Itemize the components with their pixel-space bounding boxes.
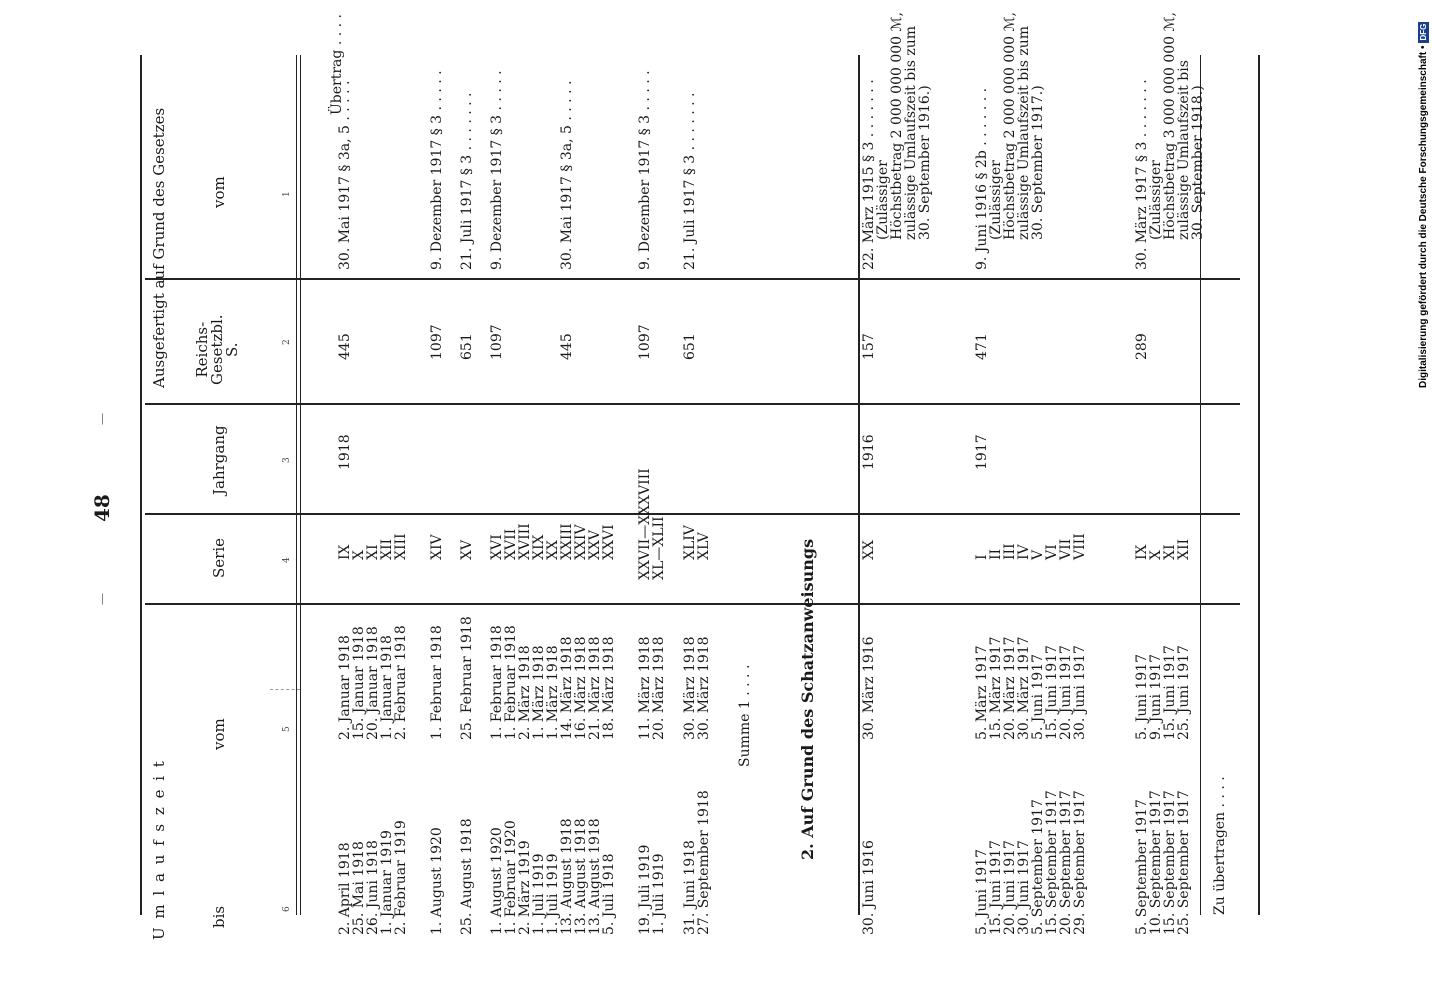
s1-vom-4-3: 18. März 1918 bbox=[601, 636, 617, 740]
summe-label: Summe 1 . . . . bbox=[737, 664, 753, 767]
table-bottom-rule bbox=[1258, 55, 1260, 915]
s2-law-2-2: Höchstbetrag 3 000 000 000 ℳ, bbox=[1162, 12, 1178, 240]
dfg-text: Digitalisierung gefördert durch die Deutsche Forschungsgemeinschaft • bbox=[1418, 45, 1429, 388]
s1-serie-2-0: XV bbox=[459, 539, 475, 560]
s2-vom-2-0: 5. Juni 1917 bbox=[1134, 653, 1150, 740]
s2-vom-1-4: 5. Juni 1917 bbox=[1030, 653, 1046, 740]
s1-vom-4-1: 16. März 1918 bbox=[573, 636, 589, 740]
s1-bis-4-0: 13. August 1918 bbox=[559, 818, 575, 935]
s1-serie-5-0: XXVII—XXXVIII bbox=[637, 468, 653, 580]
s1-serie-3-2: XVIII bbox=[517, 523, 533, 560]
s1-law-5: 9. Dezember 1917 § 3 . . . . . bbox=[637, 70, 653, 270]
s2-bis-2-3: 25. September 1917 bbox=[1176, 790, 1192, 935]
s2-serie-1-4: V bbox=[1030, 549, 1046, 560]
s2-bis-1-2: 20. Juni 1917 bbox=[1002, 840, 1018, 935]
s1-vom-6-0: 30. März 1918 bbox=[682, 636, 698, 740]
header-num-6: 6 bbox=[282, 906, 292, 912]
s1-serie-3-4: XX bbox=[545, 540, 561, 560]
s1-vom-0-3: 1. Januar 1918 bbox=[379, 635, 395, 740]
s1-serie-4-3: XXVI bbox=[601, 524, 617, 560]
s1-serie-6-1: XLV bbox=[696, 532, 712, 560]
s1-law-4: 30. Mai 1917 § 3a, 5 . . . . . bbox=[559, 80, 575, 270]
s1-bis-0-1: 25. Mai 1918 bbox=[351, 841, 367, 935]
s1-vom-0-0: 2. Januar 1918 bbox=[337, 635, 353, 740]
s2-serie-2-1: X bbox=[1148, 550, 1164, 560]
s2-bis-1-4: 5. September 1917 bbox=[1030, 799, 1046, 935]
s2-law-1-1: (Zulässiger bbox=[988, 160, 1004, 240]
s2-law-0-1: (Zulässiger bbox=[875, 160, 891, 240]
s2-vom-1-7: 30. Juni 1917 bbox=[1072, 645, 1088, 740]
s1-serie-3-1: XVII bbox=[503, 528, 519, 560]
s1-bis-3-4: 1. Juli 1919 bbox=[545, 853, 561, 935]
s1-vom-3-3: 1. März 1918 bbox=[531, 645, 547, 740]
s2-rgbl-2: 289 bbox=[1134, 333, 1150, 360]
s1-law-3: 9. Dezember 1917 § 3 . . . . . bbox=[489, 70, 505, 270]
s2-serie-1-0: I bbox=[974, 554, 990, 560]
s1-serie-5-1: XL—XLII bbox=[651, 516, 667, 580]
s2-serie-1-1: II bbox=[988, 548, 1004, 560]
s2-jahr-1: 1917 bbox=[974, 434, 990, 470]
s2-serie-2-3: XII bbox=[1176, 538, 1192, 560]
s1-serie-1-0: XIV bbox=[429, 534, 445, 560]
s2-law-0-4: 30. September 1916.) bbox=[917, 85, 933, 240]
page-number: 48 bbox=[90, 494, 114, 522]
s1-bis-2-0: 25. August 1918 bbox=[459, 818, 475, 935]
header-col4-serie: Serie bbox=[210, 538, 228, 578]
s2-law-0-0: 22. März 1915 § 3 . . . . . . . bbox=[861, 79, 877, 270]
s1-vom-5-0: 11. März 1918 bbox=[637, 636, 653, 740]
column-rule-45 bbox=[145, 603, 1240, 605]
dfg-credit bbox=[1418, 0, 1434, 388]
s1-vom-0-4: 2. Februar 1918 bbox=[393, 625, 409, 740]
s1-rgbl-5: 1097 bbox=[637, 324, 653, 360]
s1-bis-3-2: 2. März 1919 bbox=[517, 840, 533, 935]
s2-serie-1-7: VIII bbox=[1072, 533, 1088, 560]
s1-bis-3-3: 1. Juli 1919 bbox=[531, 853, 547, 935]
s2-jahr-0: 1916 bbox=[861, 434, 877, 470]
s1-vom-3-1: 1. Februar 1918 bbox=[503, 625, 519, 740]
s1-vom-1-0: 1. Februar 1918 bbox=[429, 625, 445, 740]
s2-serie-1-3: IV bbox=[1016, 544, 1032, 560]
s1-bis-0-2: 26. Juni 1918 bbox=[365, 840, 381, 935]
s1-law-2: 21. Juli 1917 § 3 . . . . . . . bbox=[459, 92, 475, 270]
s1-vom-0-1: 15. Januar 1918 bbox=[351, 626, 367, 740]
header-num-1: 1 bbox=[282, 191, 292, 197]
s2-bis-1-0: 5. Juni 1917 bbox=[974, 848, 990, 935]
s2-law-0-3: zulässige Umlaufszeit bis zum bbox=[903, 26, 919, 240]
s1-vom-3-0: 1. Februar 1918 bbox=[489, 625, 505, 740]
column-rule-56 bbox=[270, 689, 300, 690]
uebertrag-label: Übertrag . . . . bbox=[329, 14, 345, 115]
s1-serie-0-2: XI bbox=[365, 544, 381, 560]
s1-bis-4-1: 13. August 1918 bbox=[573, 818, 589, 935]
s2-bis-2-2: 15. September 1917 bbox=[1162, 790, 1178, 935]
header-num-3: 3 bbox=[282, 457, 292, 463]
s1-law-1: 9. Dezember 1917 § 3 . . . . . bbox=[429, 70, 445, 270]
s2-bis-2-1: 10. September 1917 bbox=[1148, 790, 1164, 935]
s1-rgbl-1: 1097 bbox=[429, 324, 445, 360]
s1-serie-4-0: XXIII bbox=[559, 523, 575, 560]
s1-bis-0-4: 2. Februar 1919 bbox=[393, 820, 409, 935]
s2-bis-0-0: 30. Juni 1916 bbox=[861, 840, 877, 935]
header-bottom-rule bbox=[296, 55, 297, 915]
s1-vom-2-0: 25. Februar 1918 bbox=[459, 616, 475, 740]
s1-rgbl-0: 445 bbox=[337, 333, 353, 360]
s2-law-0-2: Höchstbetrag 2 000 000 000 ℳ, bbox=[889, 12, 905, 240]
s2-bis-1-3: 30. Juni 1917 bbox=[1016, 840, 1032, 935]
page-dash-right: — bbox=[95, 413, 109, 425]
dfg-sidebar bbox=[1418, 8, 1434, 1000]
page-dash-left: — bbox=[95, 593, 109, 605]
s1-serie-4-2: XXV bbox=[587, 529, 603, 560]
s2-law-1-4: 30. September 1917.) bbox=[1030, 85, 1046, 240]
header-col2-rgbl: Reichs- Gesetzbl. S. bbox=[193, 314, 241, 385]
s2-law-1-2: Höchstbetrag 2 000 000 000 ℳ, bbox=[1002, 12, 1018, 240]
s1-serie-3-3: XIX bbox=[531, 534, 547, 560]
s1-bis-0-0: 2. April 1918 bbox=[337, 842, 353, 935]
s2-vom-2-2: 15. Juni 1917 bbox=[1162, 645, 1178, 740]
s2-vom-1-0: 5. März 1917 bbox=[974, 645, 990, 740]
s2-vom-1-6: 20. Juni 1917 bbox=[1058, 645, 1074, 740]
s1-jahr-0: 1918 bbox=[337, 434, 353, 470]
s2-serie-1-6: VII bbox=[1058, 538, 1074, 560]
s1-bis-4-3: 5. Juli 1918 bbox=[601, 853, 617, 935]
s2-vom-1-1: 15. März 1917 bbox=[988, 636, 1004, 740]
s1-bis-6-0: 31. Juni 1918 bbox=[682, 840, 698, 935]
s1-serie-0-3: XII bbox=[379, 538, 395, 560]
s1-bis-3-1: 1. Februar 1920 bbox=[503, 820, 519, 935]
header-col5-vom: vom bbox=[210, 718, 228, 750]
s2-serie-1-5: VI bbox=[1044, 544, 1060, 560]
table-top-rule bbox=[140, 55, 142, 915]
dfg-logo: DFG bbox=[1419, 23, 1428, 41]
section2-title: 2. Auf Grund des Schatzanweisungs bbox=[798, 538, 817, 860]
s1-bis-5-0: 19. Juli 1919 bbox=[637, 844, 653, 935]
s1-bis-4-2: 13. August 1918 bbox=[587, 818, 603, 935]
s2-bis-2-0: 5. September 1917 bbox=[1134, 799, 1150, 935]
s2-vom-1-2: 20. März 1917 bbox=[1002, 636, 1018, 740]
s2-law-1-0: 9. Juni 1916 § 2b . . . . . . . bbox=[974, 87, 990, 270]
header-col1-vom: vom bbox=[210, 176, 228, 208]
s1-bis-6-1: 27. September 1918 bbox=[696, 790, 712, 935]
s1-rgbl-2: 651 bbox=[459, 333, 475, 360]
s2-serie-1-2: III bbox=[1002, 543, 1018, 560]
s1-vom-5-1: 20. März 1918 bbox=[651, 636, 667, 740]
s1-vom-0-2: 20. Januar 1918 bbox=[365, 626, 381, 740]
s1-law-6: 21. Juli 1917 § 3 . . . . . . . bbox=[682, 92, 698, 270]
s2-law-2-1: (Zulässiger bbox=[1148, 160, 1164, 240]
s1-law-0: 30. Mai 1917 § 3a, 5 . . . . . bbox=[337, 80, 353, 270]
header-col3-jahrgang: Jahrgang bbox=[210, 425, 228, 495]
s1-serie-4-1: XXIV bbox=[573, 524, 589, 560]
s1-vom-6-1: 30. März 1918 bbox=[696, 636, 712, 740]
s2-bis-1-5: 15. September 1917 bbox=[1044, 790, 1060, 935]
s1-rgbl-4: 445 bbox=[559, 333, 575, 360]
column-rule-34 bbox=[145, 513, 1240, 515]
s1-vom-4-2: 21. März 1918 bbox=[587, 636, 603, 740]
s1-bis-3-0: 1. August 1920 bbox=[489, 827, 505, 935]
s2-bis-1-7: 29. September 1917 bbox=[1072, 790, 1088, 935]
header-num-2: 2 bbox=[282, 339, 292, 345]
s1-bis-1-0: 1. August 1920 bbox=[429, 827, 445, 935]
s1-serie-0-4: XIII bbox=[393, 533, 409, 560]
s2-vom-1-5: 15. Juni 1917 bbox=[1044, 645, 1060, 740]
s1-vom-3-4: 1. März 1918 bbox=[545, 645, 561, 740]
s1-serie-6-0: XLIV bbox=[682, 525, 698, 560]
s1-vom-3-2: 2. März 1918 bbox=[517, 645, 533, 740]
s1-serie-0-1: X bbox=[351, 550, 367, 560]
s2-vom-2-1: 9. Juni 1917 bbox=[1148, 653, 1164, 740]
s2-bis-1-6: 20. September 1917 bbox=[1058, 790, 1074, 935]
header-num-5: 5 bbox=[282, 726, 292, 732]
s1-serie-3-0: XVI bbox=[489, 534, 505, 560]
s1-rgbl-3: 1097 bbox=[489, 324, 505, 360]
column-rule-23 bbox=[145, 403, 1240, 405]
s2-vom-2-3: 25. Juni 1917 bbox=[1176, 645, 1192, 740]
column-rule-12 bbox=[145, 278, 1240, 280]
s2-law-2-3: zulässige Umlaufszeit bis bbox=[1176, 60, 1192, 240]
s1-rgbl-6: 651 bbox=[682, 333, 698, 360]
s2-vom-1-3: 30. März 1917 bbox=[1016, 636, 1032, 740]
s1-bis-0-3: 1. Januar 1919 bbox=[379, 830, 395, 935]
s2-serie-0-0: XX bbox=[861, 540, 877, 560]
s2-law-2-0: 30. März 1917 § 3 . . . . . . . bbox=[1134, 79, 1150, 270]
header-group-gesetz: Ausgefertigt auf Grund des Gesetzes bbox=[150, 107, 168, 388]
zu-uebertragen-label: Zu übertragen . . . . bbox=[1212, 776, 1228, 915]
header-bottom-rule-2 bbox=[300, 55, 301, 915]
s2-rgbl-0: 157 bbox=[861, 333, 877, 360]
s1-bis-5-1: 1. Juli 1919 bbox=[651, 853, 667, 935]
s2-law-1-3: zulässige Umlaufszeit bis zum bbox=[1016, 26, 1032, 240]
s2-serie-2-2: XI bbox=[1162, 544, 1178, 560]
header-group-umlaufszeit: U m l a u f s z e i t bbox=[150, 759, 168, 940]
s2-serie-2-0: IX bbox=[1134, 544, 1150, 560]
s1-serie-0-0: IX bbox=[337, 544, 353, 560]
s2-law-2-4: 30. September 1918.) bbox=[1190, 85, 1206, 240]
s2-vom-0-0: 30. März 1916 bbox=[861, 636, 877, 740]
header-num-4: 4 bbox=[282, 557, 292, 563]
header-col6-bis: bis bbox=[210, 905, 228, 928]
section2-top-rule bbox=[858, 55, 860, 915]
s2-bis-1-1: 15. Juni 1917 bbox=[988, 840, 1004, 935]
s2-rgbl-1: 471 bbox=[974, 333, 990, 360]
s1-vom-4-0: 14. März 1918 bbox=[559, 636, 575, 740]
